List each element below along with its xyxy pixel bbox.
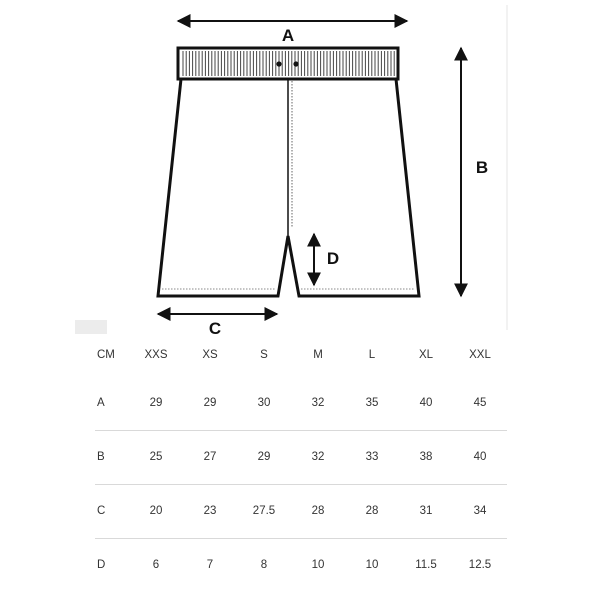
table-cell: 25 [149, 451, 163, 463]
table-cell: 45 [473, 396, 487, 409]
table-cell: 8 [260, 559, 268, 572]
measure-c-label: C [208, 319, 222, 338]
table-cell: 28 [365, 505, 379, 517]
measure-a-label: A [281, 26, 295, 45]
table-cell: 6 [152, 559, 160, 572]
table-cell: 29 [257, 451, 271, 463]
measure-b-label: B [475, 158, 489, 177]
table-cell: 27.5 [252, 505, 276, 517]
table-cell: 40 [419, 396, 433, 409]
table-cell: 38 [419, 451, 433, 463]
row-label: A [97, 396, 105, 409]
table-row [95, 484, 507, 538]
size-header: XL [418, 349, 434, 361]
table-cell: 11.5 [415, 559, 437, 572]
table-cell: 12.5 [468, 559, 492, 572]
table-cell: 40 [473, 451, 487, 463]
size-header: XXS [144, 349, 168, 361]
table-cell: 33 [365, 451, 379, 463]
table-cell: 20 [149, 505, 163, 517]
table-row [95, 430, 507, 484]
size-header: M [313, 349, 323, 361]
row-label: B [97, 451, 105, 463]
unit-header: CM [97, 349, 115, 361]
table-cell: 35 [365, 396, 379, 409]
waistband [178, 48, 398, 79]
table-cell: 32 [311, 451, 325, 463]
row-label: D [97, 559, 106, 572]
table-cell: 7 [206, 559, 214, 572]
size-header: L [368, 349, 376, 361]
table-row [95, 538, 507, 592]
table-cell: 34 [473, 505, 487, 517]
table-cell: 31 [419, 505, 433, 517]
table-cell: 27 [203, 451, 217, 463]
table-row [95, 376, 507, 430]
size-header: XS [202, 349, 218, 361]
row-label: C [97, 505, 106, 517]
table-cell: 29 [149, 396, 163, 409]
measure-d-label: D [326, 249, 340, 268]
table-cell: 10 [311, 559, 325, 572]
size-header-row [95, 334, 507, 376]
size-header: S [260, 349, 268, 361]
table-cell: 28 [311, 505, 325, 517]
table-cell: 30 [257, 396, 271, 409]
size-chart-table [95, 334, 507, 592]
table-cell: 23 [203, 505, 217, 517]
table-cell: 29 [203, 396, 217, 409]
size-header: XXL [469, 349, 491, 361]
table-cell: 32 [311, 396, 325, 409]
table-cell: 10 [365, 559, 379, 572]
